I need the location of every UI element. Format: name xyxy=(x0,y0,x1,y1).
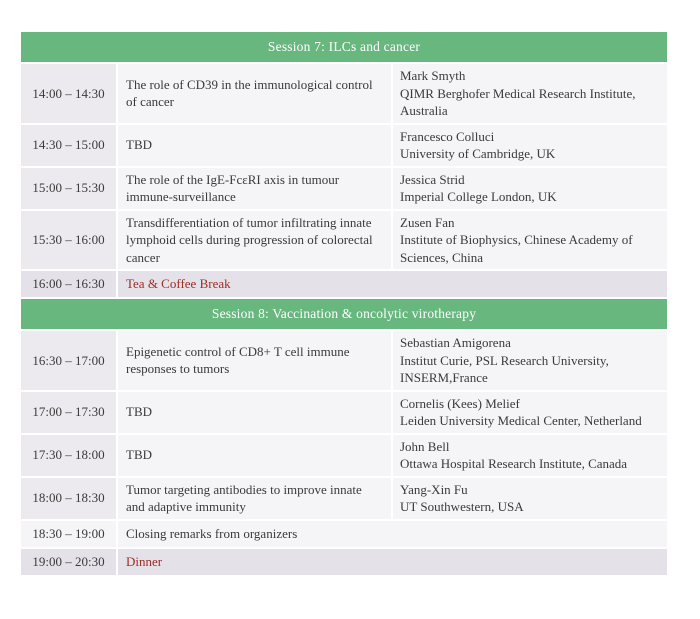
schedule-row xyxy=(21,168,667,209)
schedule-row xyxy=(21,435,667,476)
session-7-header: Session 7: ILCs and cancer xyxy=(21,32,667,62)
speaker-affiliation: University of Cambridge, UK xyxy=(400,146,556,161)
schedule-row xyxy=(21,392,667,433)
break-row xyxy=(21,271,667,297)
speaker-name: John Bell xyxy=(400,438,450,454)
speaker-cell xyxy=(393,168,667,209)
time-cell: 16:30 – 17:00 xyxy=(21,331,116,390)
speaker-cell xyxy=(393,478,667,519)
session-header-row xyxy=(21,32,667,62)
speaker-name: Jessica Strid xyxy=(400,171,465,187)
speaker-affiliation: Institute of Biophysics, Chinese Academy of Sciences, China xyxy=(400,232,633,265)
speaker-cell xyxy=(393,125,667,166)
speaker-affiliation: UT Southwestern, USA xyxy=(400,499,524,514)
talk-title-cell: The role of the IgE-FcεRI axis in tumour immune-surveillance xyxy=(118,168,391,209)
talk-title-cell: TBD xyxy=(118,125,391,166)
speaker-cell xyxy=(393,64,667,123)
session-header-row xyxy=(21,299,667,329)
schedule-row xyxy=(21,331,667,390)
talk-title-cell: TBD xyxy=(118,392,391,433)
time-cell: 15:00 – 15:30 xyxy=(21,168,116,209)
closing-remarks-label: Closing remarks from organizers xyxy=(118,521,667,547)
schedule-row xyxy=(21,211,667,270)
speaker-affiliation: Institut Curie, PSL Research University, INSERM,France xyxy=(400,352,609,385)
schedule-table xyxy=(19,30,669,577)
speaker-name: Sebastian Amigorena xyxy=(400,335,511,350)
speaker-cell xyxy=(393,211,667,270)
talk-title-cell: Transdifferentiation of tumor infiltrating innate lymphoid cells during progression of colorectal cancer xyxy=(118,211,391,270)
schedule-row xyxy=(21,125,667,166)
time-cell: 17:30 – 18:00 xyxy=(21,435,116,476)
time-cell: 15:30 – 16:00 xyxy=(21,211,116,270)
dinner-label: Dinner xyxy=(118,549,667,575)
speaker-name: Mark Smyth xyxy=(400,68,466,83)
speaker-name: Francesco Colluci xyxy=(400,128,495,144)
session-8-header: Session 8: Vaccination & oncolytic virotherapy xyxy=(21,299,667,329)
time-cell: 18:00 – 18:30 xyxy=(21,478,116,519)
time-cell: 16:00 – 16:30 xyxy=(21,271,116,297)
talk-title-cell: Tumor targeting antibodies to improve innate and adaptive immunity xyxy=(118,478,391,519)
speaker-affiliation: Ottawa Hospital Research Institute, Canada xyxy=(400,456,628,471)
time-cell: 14:30 – 15:00 xyxy=(21,125,116,166)
schedule-row xyxy=(21,521,667,547)
speaker-name: Yang-Xin Fu xyxy=(400,481,468,497)
time-cell: 18:30 – 19:00 xyxy=(21,521,116,547)
speaker-affiliation: QIMR Berghofer Medical Research Institute, Australia xyxy=(400,85,636,118)
talk-title-cell: Epigenetic control of CD8+ T cell immune responses to tumors xyxy=(118,331,391,390)
time-cell: 19:00 – 20:30 xyxy=(21,549,116,575)
speaker-name: Zusen Fan xyxy=(400,214,455,230)
schedule-row xyxy=(21,478,667,519)
break-label: Tea & Coffee Break xyxy=(118,271,667,297)
schedule-row xyxy=(21,64,667,123)
speaker-affiliation: Imperial College London, UK xyxy=(400,189,557,204)
speaker-affiliation: Leiden University Medical Center, Netherland xyxy=(400,413,642,428)
talk-title-cell: The role of CD39 in the immunological control of cancer xyxy=(118,64,391,123)
speaker-name: Cornelis (Kees) Melief xyxy=(400,395,520,411)
speaker-cell xyxy=(393,331,667,390)
talk-title-cell: TBD xyxy=(118,435,391,476)
break-row xyxy=(21,549,667,575)
speaker-cell xyxy=(393,435,667,476)
speaker-cell xyxy=(393,392,667,433)
time-cell: 14:00 – 14:30 xyxy=(21,64,116,123)
time-cell: 17:00 – 17:30 xyxy=(21,392,116,433)
